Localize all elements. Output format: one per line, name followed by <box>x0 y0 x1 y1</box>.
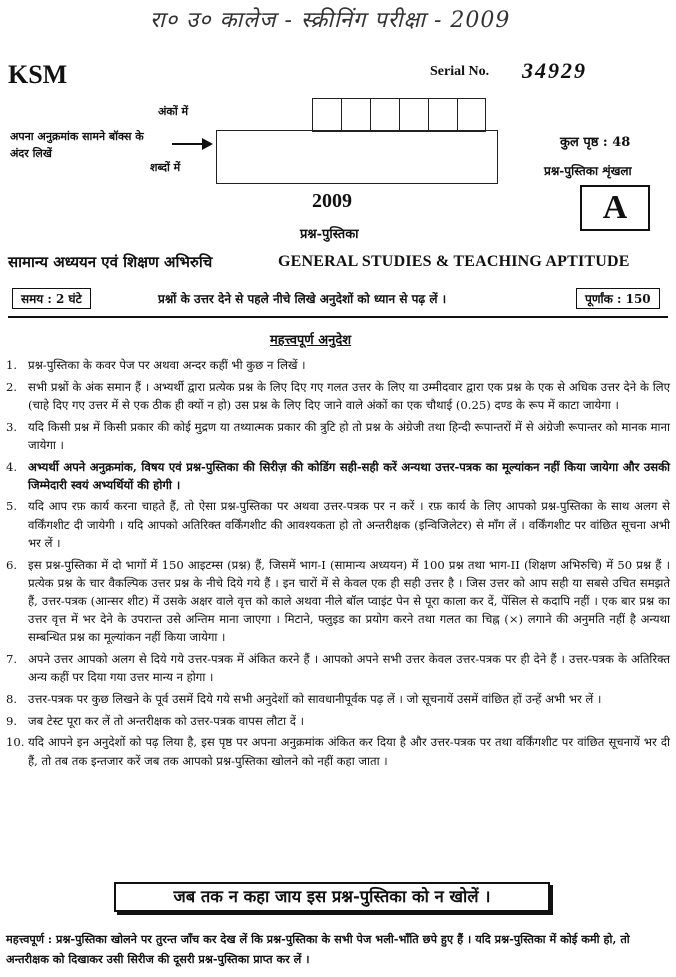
instruction-item: 5. यदि आप रफ़ कार्य करना चाहते हैं, तो ऐसा प्रश्न-पुस्तिका पर अथवा उत्तर-पत्रक पर न करें । रफ़ कार्य के लिए आपको प्रश्न-पुस्तिका के साथ अलग से वर्किंगशीट दी जायेगी । यदि आपको अतिरिक्त वर्किंगशीट की आवश्यकता हो तो अन्तरीक्षक (इन्विजिलेटर) से माँग लें । वर्किंगशीट पर वांछित सूचना अभी भर लें । <box>6 499 670 550</box>
instruction-item: 9. जब टेस्ट पूरा कर लें तो अन्तरीक्षक को उत्तर-पत्रक वापस लौटा दें । <box>6 713 305 728</box>
arrow-right-icon <box>172 136 214 152</box>
roll-digits-label: अंकों में <box>158 105 189 118</box>
booklet-code: KSM <box>8 60 68 89</box>
digit-box[interactable] <box>341 98 370 132</box>
read-instructions-note: प्रश्नों के उत्तर देने से पहले नीचे लिखे अनुदेशों को ध्यान से पढ़ लें । <box>158 292 447 306</box>
instruction-item: 4. अभ्यर्थी अपने अनुक्रमांक, विषय एवं प्रश्न-पुस्तिका की सिरीज़ की कोडिंग सही-सही करें अन्यथा उत्तर-पत्रक का मूल्यांकन नहीं किया जायेगा और उसकी जिम्मेदारी स्वयं अभ्यर्थियों की होगी । <box>6 459 670 492</box>
important-footer-note: महत्त्वपूर्ण : प्रश्न-पुस्तिका खोलने पर तुरन्त जाँच कर देख लें कि प्रश्न-पुस्तिका के सभी पेज भली-भाँति छपे हुए हैं । यदि प्रश्न-पुस्तिका में कोई कमी हो, तो अन्तरीक्षक को दिखाकर उसी सिरीज की दूसरी प्रश्न-पुस्तिका प्राप्त कर लें । <box>6 932 630 966</box>
series-label: प्रश्न-पुस्तिका शृंखला <box>544 164 632 178</box>
serial-number: 34929 <box>522 58 587 83</box>
handwritten-title: रा० उ० कालेज - स्क्रीनिंग परीक्षा - 2009 <box>150 8 511 33</box>
exam-year: 2009 <box>312 190 352 212</box>
subject-english: GENERAL STUDIES & TEACHING APTITUDE <box>278 253 630 270</box>
do-not-open-banner: जब तक न कहा जाय इस प्रश्न-पुस्तिका को न खोलें । <box>114 882 550 912</box>
roll-words-label: शब्दों में <box>150 161 181 174</box>
booklet-title: प्रश्न-पुस्तिका <box>300 227 359 242</box>
instruction-item: 1. प्रश्न-पुस्तिका के कवर पेज पर अथवा अन्दर कहीं भी कुछ न लिखें । <box>6 358 306 372</box>
maximum-marks: पूर्णांक : 150 <box>576 288 660 309</box>
series-badge: A <box>580 185 650 231</box>
digit-box[interactable] <box>428 98 457 132</box>
instruction-item: 2. सभी प्रश्नों के अंक समान हैं । अभ्यर्थी द्वारा प्रत्येक प्रश्न के लिए दिए गए गलत उत्तर के लिए या उम्मीदवार द्वारा एक प्रश्न के एक से अधिक उत्तर देने के लिए (चाहे दिए गए उत्तर में से एक ठीक ही क्यों न हो) उस प्रश्न के लिए दिए जाने वाले अंकों का एक चौथाई (0.25) दण्ड के रूप में काटा जायेगा । <box>6 379 670 412</box>
roll-number-digit-boxes[interactable] <box>312 98 486 132</box>
digit-box[interactable] <box>399 98 428 132</box>
time-allowed: समय : 2 घंटे <box>12 288 91 309</box>
digit-box[interactable] <box>457 98 486 132</box>
divider <box>8 316 668 318</box>
instruction-item: 3. यदि किसी प्रश्न में किसी प्रकार की कोई मुद्रण या तथ्यात्मक प्रकार की त्रुटि हो तो प्रश्न के अंग्रेजी तथा हिन्दी रूपान्तरों में से अंग्रेजी रूपान्तर को मानक माना जायेगा । <box>6 419 670 452</box>
digit-box[interactable] <box>370 98 399 132</box>
instruction-item: 8. उत्तर-पत्रक पर कुछ लिखने के पूर्व उसमें दिये गये सभी अनुदेशों को सावधानीपूर्वक पढ़ लें । जो सूचनायें उसमें वांछित हों उन्हें अभी भर लें । <box>6 691 602 706</box>
serial-label: Serial No. <box>430 64 490 79</box>
instruction-item: 6. इस प्रश्न-पुस्तिका में दो भागों में 150 आइटम्स (प्रश्न) हैं, जिसमें भाग-I (सामान्य अध्ययन) में 100 प्रश्न तथा भाग-II (शिक्षण अभिरुचि) में 50 प्रश्न हैं । प्रत्येक प्रश्न के चार वैकल्पिक उत्तर प्रश्न के नीचे दिये गये हैं । इन चारों में से केवल एक ही सही उत्तर है । जिस उत्तर को आप सही या सबसे उचित समझते हैं, उत्तर-पत्रक (आन्सर शीट) में उसके अक्षर वाले वृत्त को काले अथवा नीले बॉल प्वाइंट पेन से पूरा काला कर दें, पेंसिल से कदापि नहीं । एक बार प्रश्न का उत्तर वृत्त में भर देने के उपरान्त उसे अन्तिम माना जाएगा । मिटाने, फ्लुइड का प्रयोग करने तथा गलत का चिह्न (×) लगाने की अनुमति नहीं है अन्यथा सम्बन्धित प्रश्न का मूल्यांकन नहीं किया जायेगा । <box>6 557 670 645</box>
roll-number-instruction: अपना अनुक्रमांक सामने बॉक्स के अंदर लिखें <box>10 130 144 160</box>
instruction-item: 10. यदि आपने इन अनुदेशों को पढ़ लिया है, इस पृष्ठ पर अपना अनुक्रमांक अंकित कर दिया है और उत्तर-पत्रक पर तथा वर्किंगशीट पर वांछित सूचनायें भर दी हैं, तो तब तक इन्तजार करें जब तक आपको प्रश्न-पुस्तिका खोलने को नहीं कहा जाता । <box>6 735 670 768</box>
instruction-item: 7. अपने उत्तर आपको अलग से दिये गये उत्तर-पत्रक में अंकित करने हैं । आपको अपने सभी उत्तर केवल उत्तर-पत्रक पर ही देने हैं । उत्तर-पत्रक के अतिरिक्त अन्य कहीं पर दिया गया उत्तर मान्य न होगा । <box>6 652 670 685</box>
total-pages: कुल पृष्ठ : 48 <box>560 135 631 150</box>
instructions-list <box>6 356 670 773</box>
digit-box[interactable] <box>312 98 341 132</box>
instructions-heading: महत्त्वपूर्ण अनुदेश <box>270 333 352 348</box>
roll-number-words-box[interactable] <box>216 130 498 184</box>
subject-hindi: सामान्य अध्ययन एवं शिक्षण अभिरुचि <box>8 253 213 271</box>
